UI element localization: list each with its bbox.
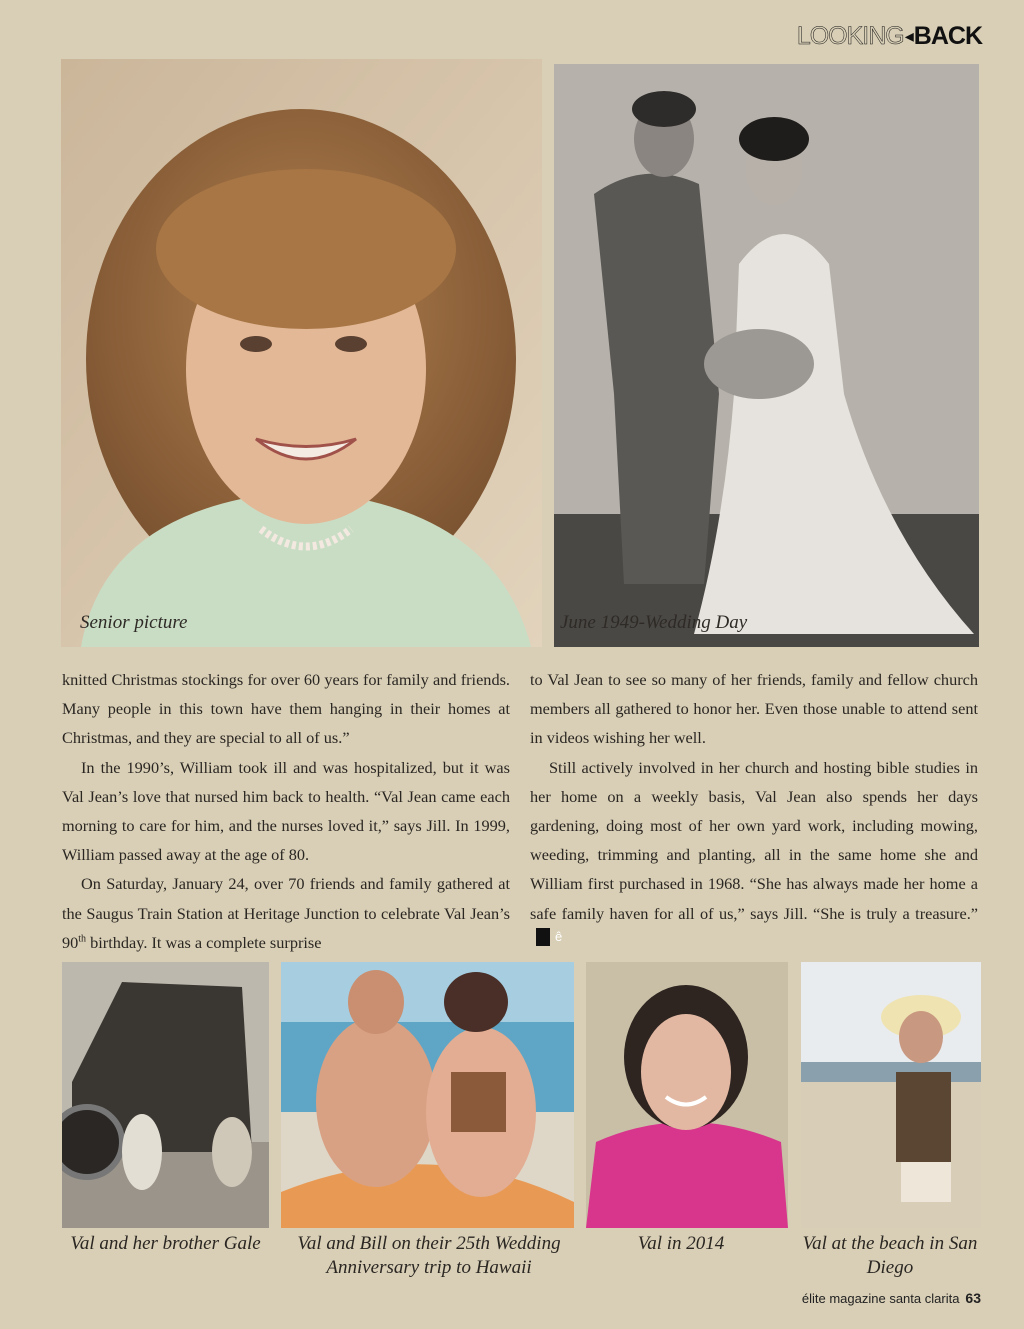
photo-san-diego-beach bbox=[801, 962, 981, 1228]
senior-portrait-photo bbox=[61, 59, 542, 647]
photo-caption: Val in 2014 bbox=[637, 1233, 725, 1254]
wedding-photo-caption: June 1949-Wedding Day bbox=[560, 612, 748, 633]
magazine-name: élite magazine santa clarita bbox=[801, 1291, 960, 1306]
arrow-left-icon: ◂ bbox=[904, 26, 913, 46]
photo-val-and-gale bbox=[62, 962, 269, 1228]
photo-caption: Val at the beach in San Diego bbox=[802, 1233, 978, 1278]
paragraph: to Val Jean to see so many of her friends, family and fellow church members all gathered to honor her. Even those unable to attend sent in videos wishing her well. bbox=[530, 670, 978, 748]
senior-photo-caption: Senior picture bbox=[80, 612, 188, 633]
paragraph: In the 1990’s, William took ill and was hospitalized, but it was Val Jean’s love that nursed him back to health. “Val Jean came each morning to care for him, and the nurses loved it,” says Jill. In 1999, William passed away at the age of 80. bbox=[62, 757, 510, 865]
header-looking: LOOKING bbox=[796, 22, 904, 50]
ordinal-suffix: th bbox=[78, 933, 87, 945]
photo-caption: Val and her brother Gale bbox=[70, 1233, 261, 1254]
photo-val-2014 bbox=[586, 962, 788, 1228]
article-column-right bbox=[530, 665, 978, 957]
page-footer bbox=[802, 1290, 981, 1306]
page-number: 63 bbox=[965, 1290, 981, 1306]
article-column-left bbox=[62, 665, 510, 957]
paragraph: knitted Christmas stockings for over 60 years for family and friends. Many people in this town have them hanging in their homes at Christmas, and they are special to all of us.” bbox=[62, 670, 510, 748]
end-mark-icon: ê bbox=[536, 928, 550, 946]
wedding-photo bbox=[554, 64, 979, 647]
paragraph: Still actively involved in her church and hosting bible studies in her home on a weekly basis, Val Jean also spends her days gardening, doing most of her own yard work, including mowing, weeding, trimming and planting, all in the same home she and William first purchased in 1968. “She has always made her home a safe family haven for all of us,” says Jill. “She is truly a treasure.”ê bbox=[530, 757, 978, 944]
photo-hawaii-anniversary bbox=[281, 962, 574, 1228]
section-header bbox=[797, 22, 982, 51]
photo-caption: Val and Bill on their 25th Wedding Anniversary trip to Hawaii bbox=[297, 1233, 561, 1278]
header-back: BACK bbox=[913, 22, 982, 50]
paragraph: On Saturday, January 24, over 70 friends and family gathered at the Saugus Train Station at Heritage Junction to celebrate Val Jean’s 90th birthday. It was a complete surprise bbox=[62, 874, 510, 952]
